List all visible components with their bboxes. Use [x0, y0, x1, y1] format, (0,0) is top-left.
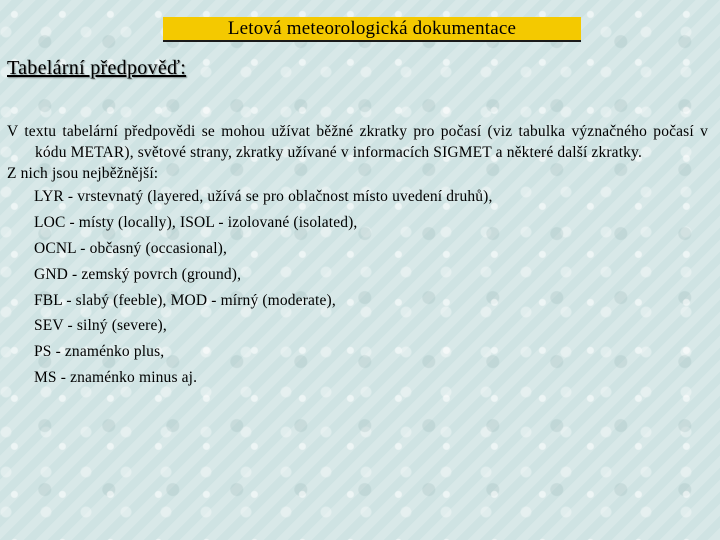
- list-item: PS - znaménko plus,: [34, 343, 165, 361]
- list-item: LOC - místy (locally), ISOL - izolované (isolated),: [34, 214, 358, 232]
- list-heading: Z nich jsou nejběžnější:: [7, 164, 159, 182]
- list-item: FBL - slabý (feeble), MOD - mírný (moderate),: [34, 291, 336, 309]
- page-title-banner: [163, 17, 581, 42]
- list-item: OCNL - občasný (occasional),: [34, 239, 228, 257]
- list-item: SEV - silný (severe),: [34, 317, 167, 335]
- list-item: GND - zemský povrch (ground),: [34, 265, 242, 283]
- list-item: MS - znaménko minus aj.: [34, 368, 198, 386]
- list-item: LYR - vrstevnatý (layered, užívá se pro oblačnost místo uvedení druhů),: [34, 188, 493, 206]
- abbreviation-list: [7, 184, 708, 390]
- content-body: [7, 122, 708, 391]
- section-subtitle: Tabelární předpověď:: [7, 57, 187, 79]
- page-title: Letová meteorologická dokumentace: [227, 17, 517, 39]
- intro-paragraph: V textu tabelární předpovědi se mohou užívat běžné zkratky pro počasí (viz tabulka význačného počasí v kódu METAR), světové strany, zkratky užívané v informacích SIGMET a některé další zkratky.: [7, 123, 708, 161]
